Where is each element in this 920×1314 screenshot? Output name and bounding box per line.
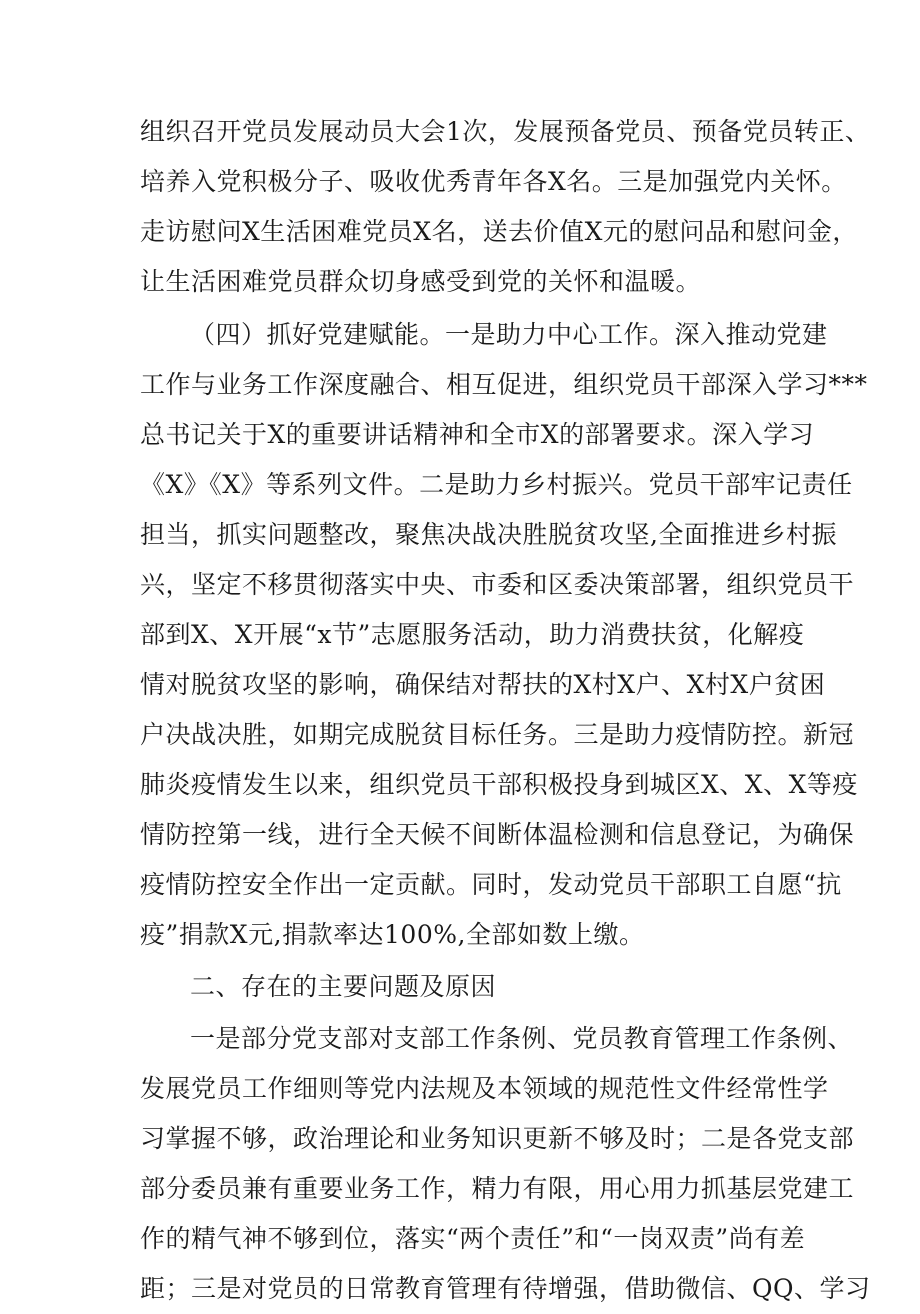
text-line: 担当，抓实问题整改，聚焦决战决胜脱贫攻坚,全面推进乡村振 — [140, 520, 837, 549]
text-line: 工作与业务工作深度融合、相互促进，组织党员干部深入学习*** — [140, 370, 868, 399]
text-line: 情防控第一线，进行全天候不间断体温检测和信息登记，为确保 — [140, 820, 855, 849]
text-line: 疫情防控安全作出一定贡献。同时，发动党员干部职工自愿“抗 — [140, 870, 842, 899]
text-line: 走访慰问X生活困难党员X名，送去价值X元的慰问品和慰问金， — [140, 217, 858, 246]
text-line: 部分委员兼有重要业务工作，精力有限，用心用力抓基层党建工 — [140, 1174, 855, 1203]
text-line: 户决战决胜，如期完成脱贫目标任务。三是助力疫情防控。新冠 — [140, 720, 855, 749]
text-line: 距；三是对党员的日常教育管理有待增强，借助微信、QQ、学习 — [140, 1274, 871, 1303]
text-line: 肺炎疫情发生以来，组织党员干部积极投身到城区X、X、X等疫 — [140, 770, 858, 799]
text-line: 作的精气神不够到位，落实“两个责任”和“一岗双责”尚有差 — [140, 1224, 806, 1253]
text-line: 习掌握不够，政治理论和业务知识更新不够及时；二是各党支部 — [140, 1124, 855, 1153]
text-line: 组织召开党员发展动员大会1次，发展预备党员、预备党员转正、 — [140, 117, 871, 146]
section-heading-line: （四）抓好党建赋能。一是助力中心工作。深入推动党建 — [190, 320, 828, 349]
text-line: 疫”捐款X元,捐款率达100%,全部如数上缴。 — [140, 920, 645, 949]
text-line: 《X》《X》等系列文件。二是助力乡村振兴。党员干部牢记责任 — [140, 470, 853, 499]
text-line: 发展党员工作细则等党内法规及本领域的规范性文件经常性学 — [140, 1074, 829, 1103]
text-line: 部到X、X开展“x节”志愿服务活动，助力消费扶贫，化解疫 — [140, 620, 805, 649]
section-heading: 二、存在的主要问题及原因 — [190, 972, 497, 1001]
text-line: 情对脱贫攻坚的影响，确保结对帮扶的X村X户、X村X户贫困 — [140, 670, 826, 699]
text-line: 让生活困难党员群众切身感受到党的关怀和温暖。 — [140, 267, 702, 296]
text-line: 兴，坚定不移贯彻落实中央、市委和区委决策部署，组织党员干 — [140, 570, 855, 599]
text-line: 一是部分党支部对支部工作条例、党员教育管理工作条例、 — [190, 1024, 854, 1053]
text-line: 培养入党积极分子、吸收优秀青年各X名。三是加强党内关怀。 — [140, 167, 847, 196]
text-line: 总书记关于X的重要讲话精神和全市X的部署要求。深入学习 — [140, 420, 815, 449]
